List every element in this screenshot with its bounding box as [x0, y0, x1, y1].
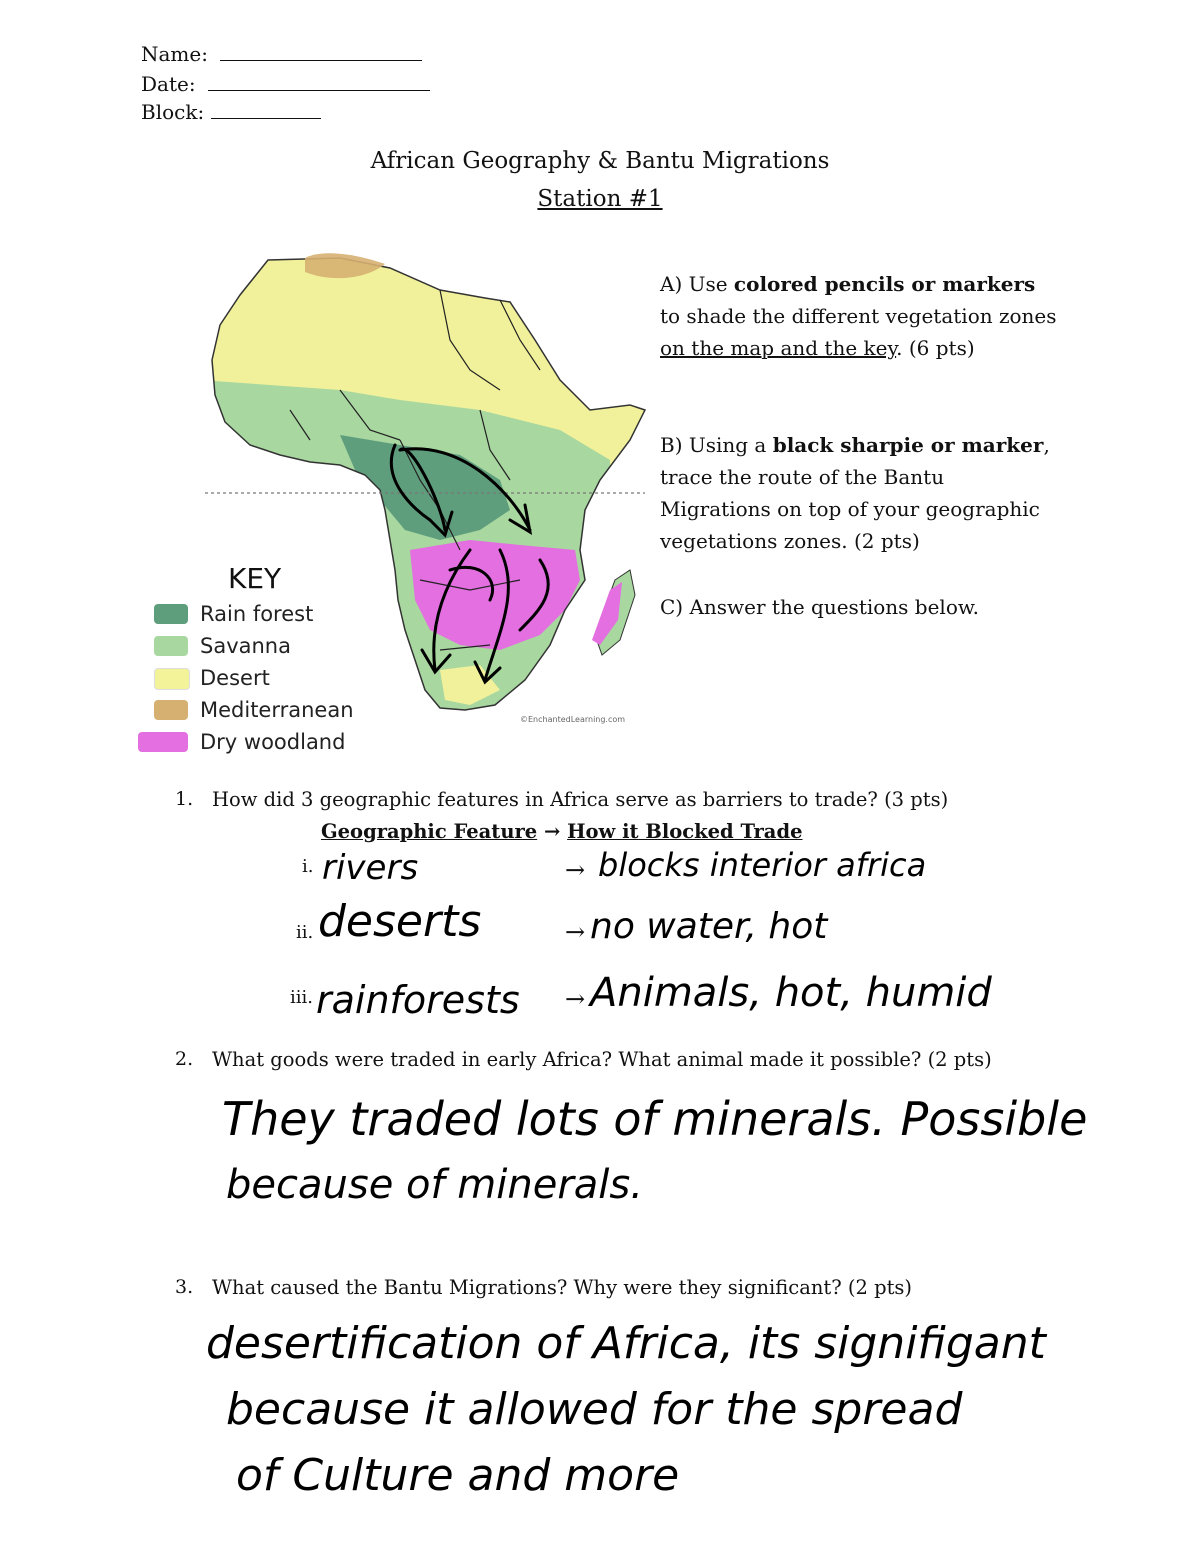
block-field	[141, 98, 321, 126]
key-label: Desert	[200, 666, 270, 690]
question-2-text: What goods were traded in early Africa? What animal made it possible? (2 pts)	[212, 1048, 992, 1071]
block-label: Block:	[141, 100, 205, 124]
key-title: KEY	[228, 562, 282, 595]
instruction-a-underline: on the map and the key	[660, 336, 897, 360]
instruction-b-suffix: , trace the route of the Bantu Migrations on top of your geographic vegetations zones. (2 pts)	[660, 433, 1050, 553]
question-2-number: 2.	[175, 1048, 194, 1070]
instruction-b-bold: black sharpie or marker	[772, 433, 1044, 457]
answer-reason: no water, hot	[590, 906, 828, 947]
row-numeral: iii.	[290, 987, 313, 1008]
question-3-answer-line-3: of Culture and more	[236, 1450, 680, 1501]
instruction-a-prefix: A) Use	[660, 272, 734, 296]
key-item-desert	[150, 664, 390, 692]
page-subtitle: Station #1	[537, 186, 663, 212]
instruction-b-prefix: B) Using a	[660, 433, 773, 457]
key-label: Savanna	[200, 634, 291, 658]
map-watermark: ©EnchantedLearning.com	[520, 715, 626, 724]
date-field	[141, 70, 430, 98]
question-3-answer-line-2: because it allowed for the spread	[226, 1384, 963, 1435]
answer-feature: deserts	[318, 896, 482, 947]
instruction-a	[660, 268, 1060, 364]
desert-swatch	[154, 668, 190, 690]
question-3-number: 3.	[175, 1276, 194, 1298]
question-1-table-header	[321, 820, 803, 843]
row-arrow: →	[565, 985, 586, 1013]
key-item-mediterranean	[150, 696, 390, 724]
dry-woodland-swatch	[138, 732, 188, 752]
name-label: Name:	[141, 42, 208, 66]
date-label: Date:	[141, 72, 196, 96]
block-blank	[211, 100, 321, 119]
row-arrow: →	[565, 856, 586, 884]
name-blank	[220, 42, 422, 61]
rain-forest-swatch	[154, 604, 188, 624]
header-arrow: →	[543, 820, 561, 843]
key-label: Mediterranean	[200, 698, 354, 722]
name-field	[141, 40, 422, 68]
mediterranean-swatch	[154, 700, 188, 720]
question-3-text: What caused the Bantu Migrations? Why were they significant? (2 pts)	[212, 1276, 913, 1299]
column-how-it-blocked: How it Blocked Trade	[567, 820, 803, 843]
question-1-text: How did 3 geographic features in Africa serve as barriers to trade? (3 pts)	[212, 788, 949, 811]
answer-feature: rainforests	[316, 978, 520, 1022]
instruction-b	[660, 429, 1060, 557]
answer-reason: Animals, hot, humid	[590, 970, 992, 1016]
key-label: Rain forest	[200, 602, 314, 626]
question-1-number: 1.	[175, 788, 194, 810]
key-item-savanna	[150, 632, 390, 660]
instruction-c: C) Answer the questions below.	[660, 595, 979, 619]
page-title: African Geography & Bantu Migrations	[370, 148, 830, 174]
instruction-a-suffix: . (6 pts)	[896, 336, 975, 360]
row-numeral: ii.	[296, 922, 314, 943]
row-numeral: i.	[302, 856, 314, 877]
answer-feature: rivers	[322, 848, 419, 888]
key-label: Dry woodland	[200, 730, 346, 754]
row-arrow: →	[565, 918, 586, 946]
answer-reason: blocks interior africa	[598, 846, 927, 884]
question-2-answer-line-1: They traded lots of minerals. Possible	[222, 1092, 1088, 1146]
key-item-rain-forest	[150, 600, 390, 628]
africa-map	[140, 250, 650, 770]
question-2-answer-line-2: because of minerals.	[226, 1162, 643, 1208]
instruction-a-bold: colored pencils or markers	[733, 272, 1036, 296]
key-item-dry-woodland	[150, 728, 390, 756]
question-3-answer-line-1: desertification of Africa, its signifigant	[206, 1318, 1046, 1369]
savanna-swatch	[154, 636, 188, 656]
date-blank	[208, 72, 430, 91]
instruction-a-mid: to shade the different vegetation zones	[660, 304, 1057, 328]
column-geographic-feature: Geographic Feature	[321, 820, 538, 843]
